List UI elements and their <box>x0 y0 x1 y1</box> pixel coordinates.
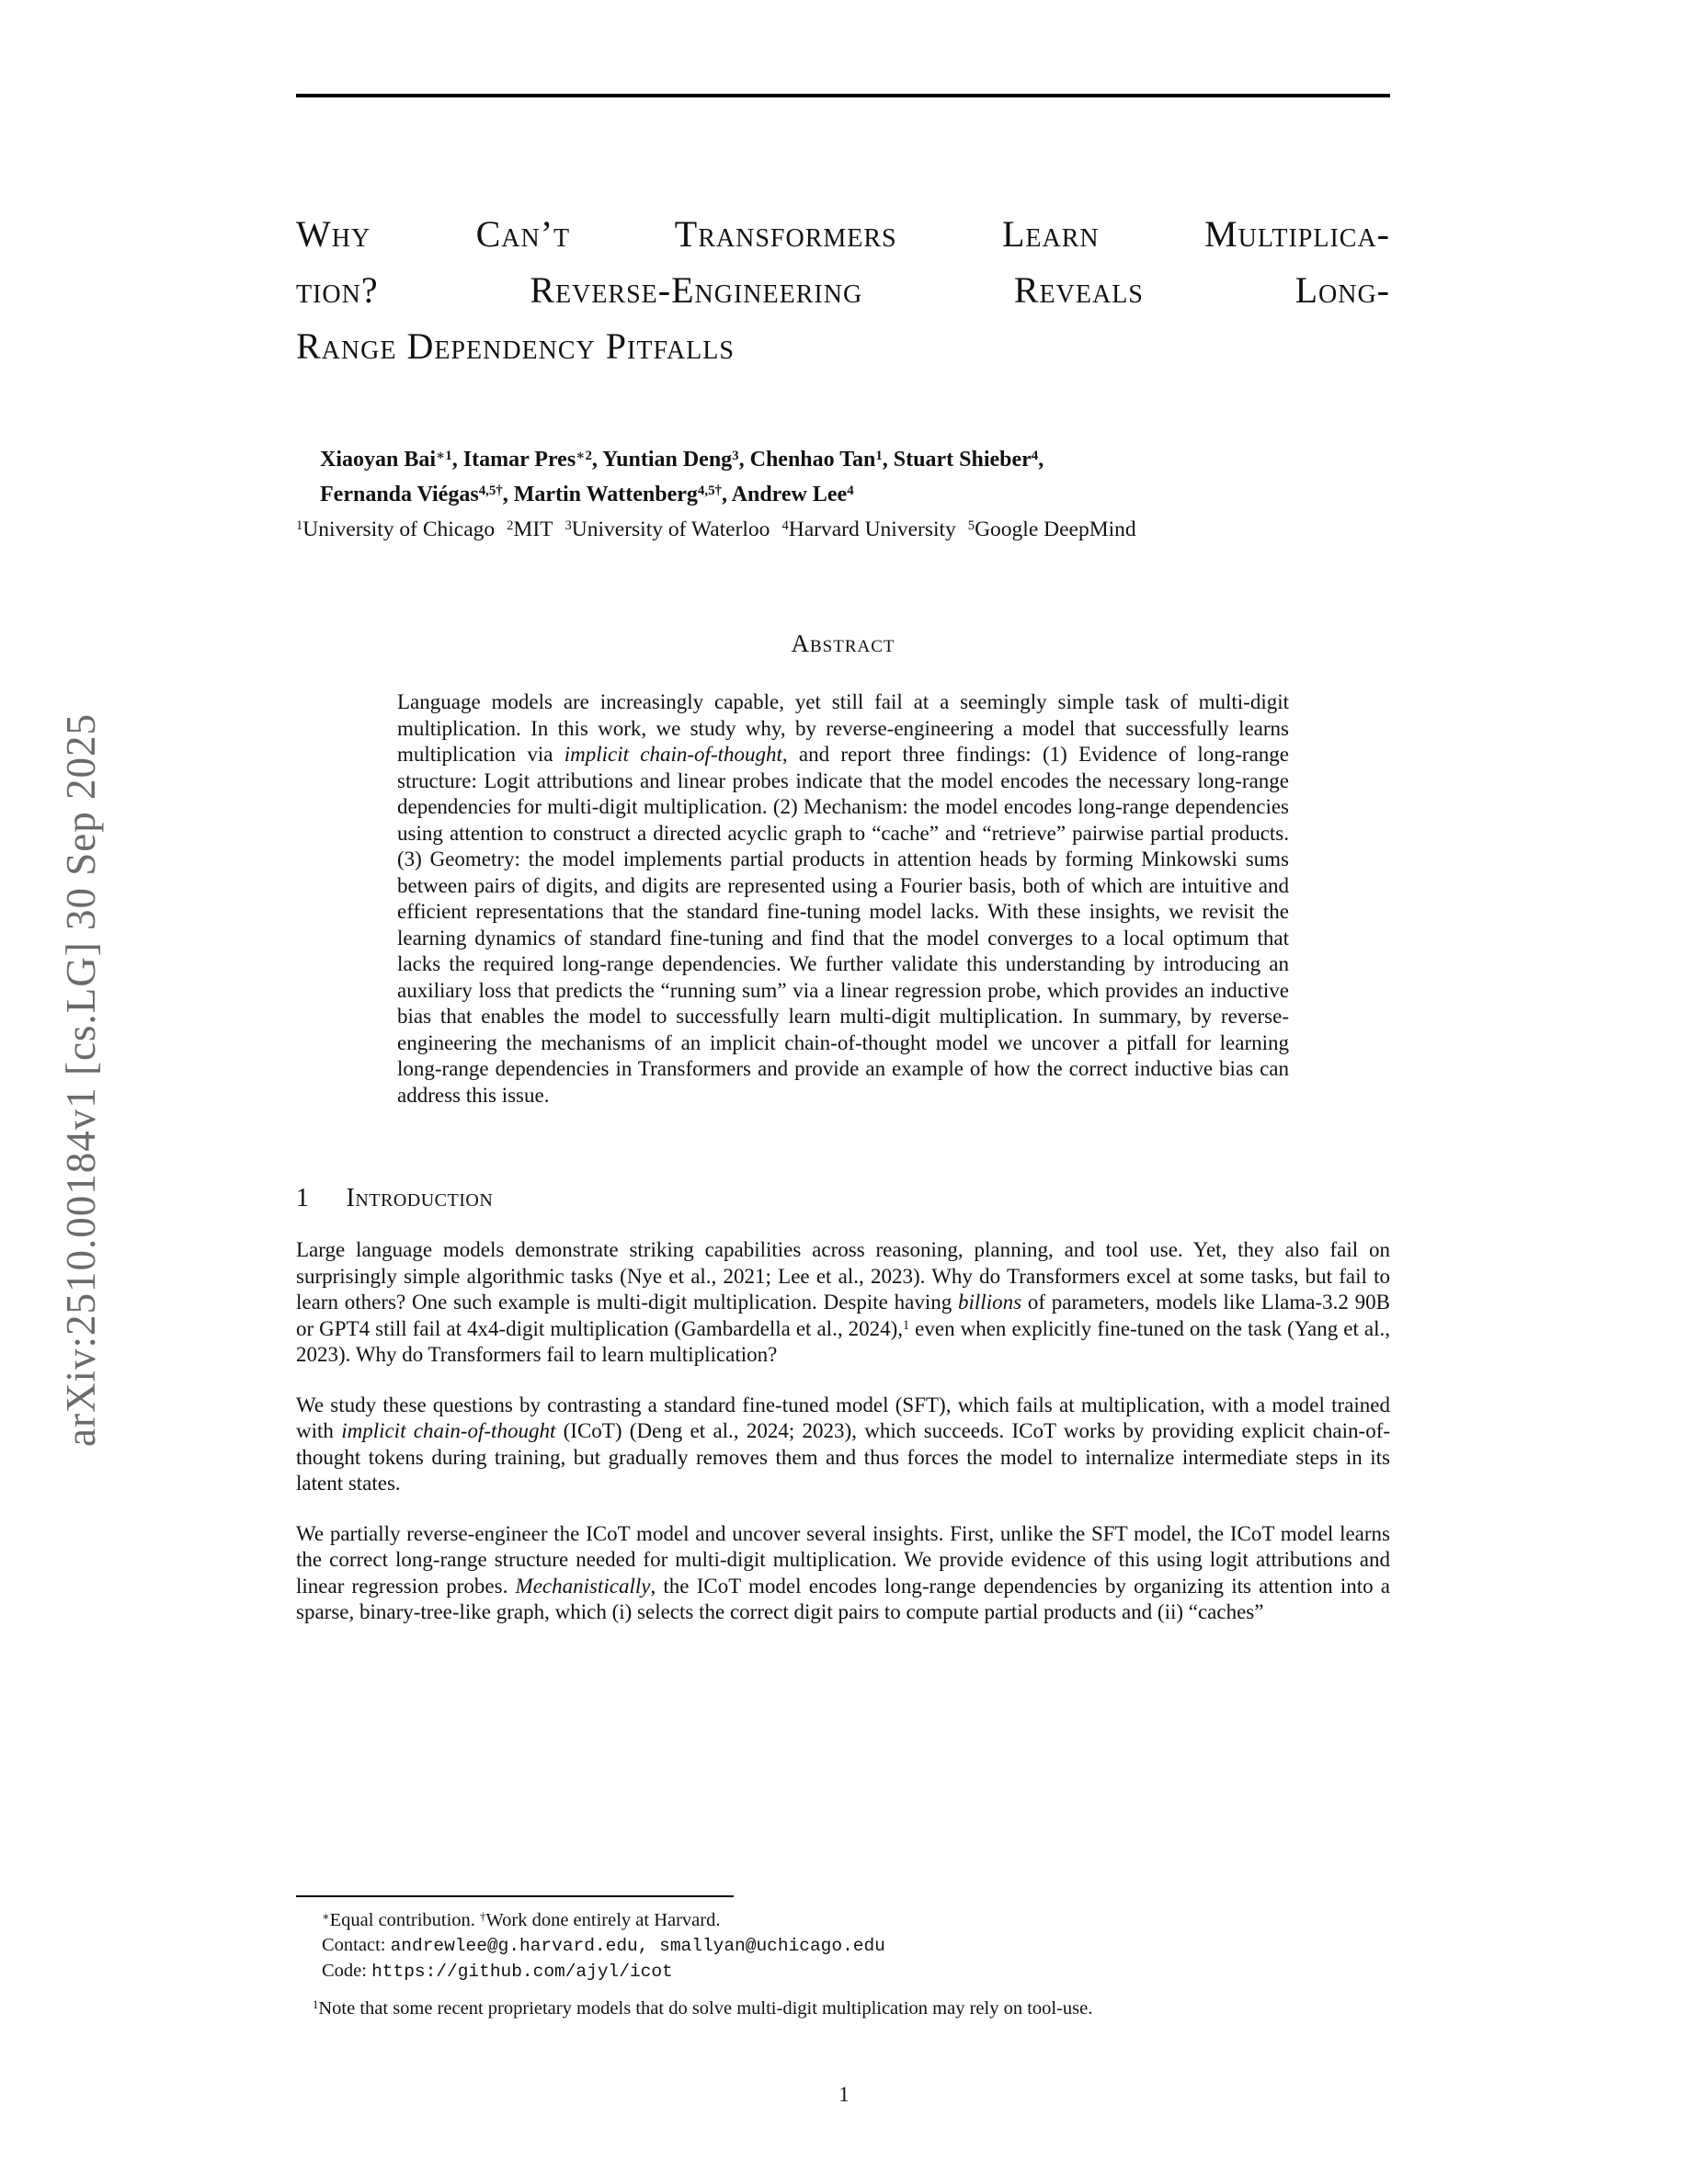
author-separator: , <box>1038 448 1044 472</box>
author-affil-sup: ∗2 <box>576 449 592 464</box>
paragraph-segment: , the ICoT model encodes long-range dependencies by organizing its attention into a sparse, binary-tree-like graph, which (i) selects the correct digit pairs to compute partial products and (ii) “caches” <box>296 1574 1390 1623</box>
paper-title <box>296 206 1390 374</box>
author <box>732 483 854 506</box>
footnote-contact <box>296 1933 1390 1959</box>
affiliation <box>565 518 770 541</box>
author-affil-sup: 4 <box>847 483 854 499</box>
author-name: Fernanda Viégas <box>320 483 479 506</box>
affiliation-sup: 2 <box>507 518 514 534</box>
author-line-1 <box>320 442 1390 477</box>
paragraph-italic-term: Mechanistically <box>515 1574 651 1598</box>
footnote-marker: 1 <box>903 1318 910 1334</box>
abstract-segment: , and report three findings: (1) Evidence of long-range structure: Logit attributions and linear probes indicate that the model encodes the necessary long-range dependencies for multi-digit multiplication. (2) Mechanism: the model encodes long-range dependencies using attention to construct a directed acyclic graph to “cache” and “retrieve” pairwise partial products. (3) Geometry: the model implements partial products in attention heads by forming Minkowski sums between pairs of digits, and digits are represented using a Fourier basis, both of which are intuitive and efficient representations that the standard fine-tuning model lacks. With these insights, we revisit the learning dynamics of standard fine-tuning and find that the model converges to a local optimum that lacks the required long-range dependencies. We further validate this understanding by introducing an auxiliary loss that predicts the “running sum” via a linear regression probe, which provides an inductive bias that enables the model to successfully learn multi-digit multiplication. In summary, by reverse-engineering the mechanisms of an implicit chain-of-thought model we uncover a pitfall for learning long-range dependencies in Transformers and provide an example of how the correct inductive bias can address this issue. <box>397 743 1290 1107</box>
paragraph-segment: We study these questions by contrasting a standard fine-tuned model (SFT), which fails at multiplication, with a model trained with <box>296 1393 1390 1442</box>
affiliation-name: Google DeepMind <box>975 518 1136 541</box>
section-title: Introduction <box>346 1184 494 1212</box>
author <box>894 448 1044 472</box>
abstract-heading: Abstract <box>791 630 895 657</box>
arxiv-watermark: arXiv:2510.00184v1 [cs.LG] 30 Sep 2025 <box>58 713 104 1447</box>
paragraph-segment: even when explicitly fine-tuned on the task (Yang et al., 2023). Why do Transformers fail to learn multiplication? <box>296 1316 1391 1366</box>
author-separator: , <box>502 483 514 506</box>
footnote-rule <box>296 1895 734 1897</box>
footnote-text: Note that some recent proprietary models that do solve multi-digit multiplication may rely on tool-use. <box>318 1998 1093 2019</box>
author <box>750 448 894 472</box>
paragraph-segment: of parameters, models like Llama-3.2 90B or GPT4 still fail at 4x4-digit multiplication (Gambardella et al., 2024), <box>296 1291 1390 1340</box>
affiliation-name: University of Waterloo <box>571 518 770 541</box>
abstract-segment: Language models are increasingly capable, yet still fail at a seemingly simple task of multi-digit multiplication. In this work, we study why, by reverse-engineering a model that successfully learns multiplication via <box>397 690 1289 766</box>
affiliations-line <box>296 512 1390 547</box>
author-affil-sup: 4,5† <box>697 483 722 499</box>
author-separator: , <box>738 448 750 472</box>
code-url-link[interactable]: https://github.com/ajyl/icot <box>371 1962 673 1982</box>
footnote-1 <box>296 1996 1390 2021</box>
title-line-3: Range Dependency Pitfalls <box>296 325 735 367</box>
affiliation <box>507 518 553 541</box>
author <box>602 448 750 472</box>
author <box>320 483 514 506</box>
author <box>320 448 463 472</box>
asterisk-marker: ∗ <box>322 1910 330 1924</box>
author <box>463 448 602 472</box>
author-separator: , <box>591 448 602 472</box>
authors-block <box>296 442 1390 547</box>
contact-label: Contact: <box>322 1935 391 1955</box>
author-name: Itamar Pres <box>462 448 576 472</box>
section-number: 1 <box>296 1184 310 1212</box>
paragraph-segment: Large language models demonstrate striking capabilities across reasoning, planning, and tool use. Yet, they also fail on surprisingly simple algorithmic tasks (Nye et al., 2021; Lee et al., 2023). Why do Transformers excel at some tasks, but fail to learn others? One such example is multi-digit multiplication. Despite having <box>296 1238 1390 1314</box>
abstract-italic-term: implicit chain-of-thought <box>564 743 782 766</box>
footnote-text: Work done entirely at Harvard. <box>485 1910 721 1930</box>
title-line-1: Why Can’t Transformers Learn Multiplica- <box>296 213 1390 255</box>
author-name: Andrew Lee <box>731 483 848 506</box>
section-heading-introduction <box>296 1184 1390 1213</box>
author-affil-sup: ∗1 <box>436 449 452 464</box>
intro-paragraph-2 <box>296 1393 1390 1497</box>
footnotes-block <box>296 1895 1390 2021</box>
affiliation <box>968 518 1136 541</box>
affiliation-name: Harvard University <box>788 518 956 541</box>
author-name: Chenhao Tan <box>749 448 876 472</box>
dagger-marker: † <box>480 1910 486 1924</box>
paragraph-segment: (ICoT) (Deng et al., 2024; 2023), which succeeds. ICoT works by providing explicit chain-of-thought tokens during training, but gradually removes them and thus forces the model to internalize intermediate steps in its latent states. <box>296 1419 1391 1495</box>
header-rule <box>296 94 1390 97</box>
contact-email-link[interactable]: andrewlee@g.harvard.edu, smallyan@uchicago.edu <box>390 1936 885 1956</box>
title-line-2: tion? Reverse-Engineering Reveals Long- <box>296 269 1390 311</box>
affiliation <box>296 518 495 541</box>
affiliation-name: MIT <box>513 518 553 541</box>
author-line-2 <box>320 477 1390 512</box>
code-label: Code: <box>322 1961 372 1981</box>
footnote-equal-contribution <box>296 1908 1390 1933</box>
affiliation-name: University of Chicago <box>302 518 496 541</box>
author-affil-sup: 1 <box>875 449 883 464</box>
intro-paragraph-1 <box>296 1237 1390 1369</box>
author-affil-sup: 3 <box>732 449 739 464</box>
text-column <box>296 0 1390 1626</box>
author-separator: , <box>721 483 732 506</box>
abstract-text <box>397 689 1289 1109</box>
page-number: 1 <box>838 2083 850 2106</box>
footnote-text: Equal contribution. <box>329 1910 481 1930</box>
author-separator: , <box>882 448 894 472</box>
affiliation-sup: 1 <box>296 518 303 534</box>
affiliation-sup: 3 <box>565 518 572 534</box>
author-name: Xiaoyan Bai <box>320 448 437 472</box>
paragraph-italic-term: billions <box>958 1291 1022 1314</box>
author <box>514 483 732 506</box>
author-affil-sup: 4,5† <box>478 483 503 499</box>
footnote-number-marker: 1 <box>313 1998 319 2012</box>
author-name: Martin Wattenberg <box>513 483 698 506</box>
author-name: Stuart Shieber <box>893 448 1032 472</box>
intro-paragraph-3 <box>296 1521 1390 1626</box>
author-name: Yuntian Deng <box>602 448 733 472</box>
affiliation-sup: 5 <box>967 518 975 534</box>
paragraph-italic-term: implicit chain-of-thought <box>341 1419 556 1442</box>
author-affil-sup: 4 <box>1031 449 1039 464</box>
paragraph-segment: We partially reverse-engineer the ICoT model and uncover several insights. First, unlike the SFT model, the ICoT model learns the correct long-range structure needed for multi-digit multiplication. We provide evidence of this using logit attributions and linear regression probes. <box>296 1521 1390 1598</box>
affiliation-sup: 4 <box>781 518 789 534</box>
author-separator: , <box>451 448 463 472</box>
affiliation <box>781 518 955 541</box>
footnote-code <box>296 1959 1390 1985</box>
